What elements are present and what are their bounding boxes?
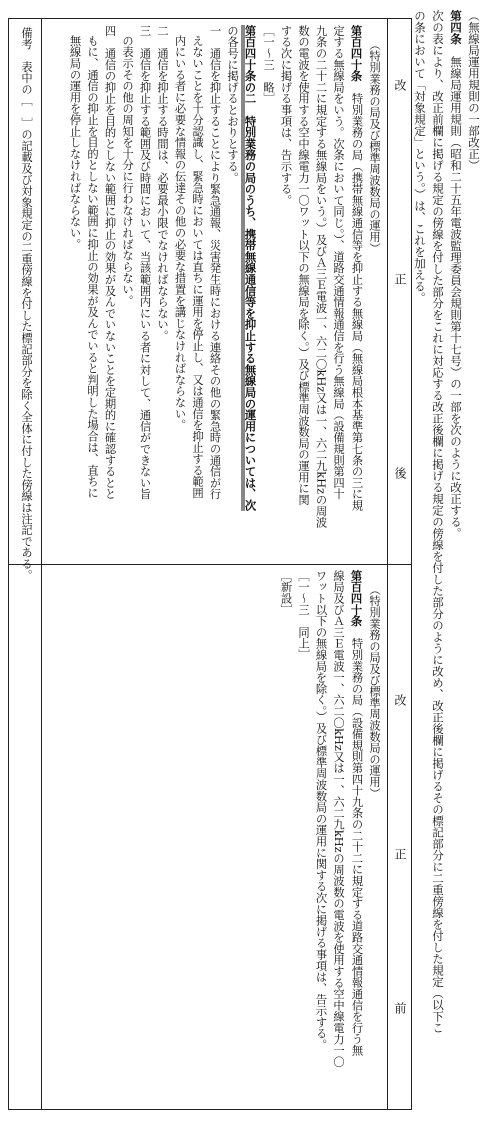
before-line-text: 特別業務の局（設備規則第四十九条の二十二に規定する道路交通情報通信を行う無 — [350, 626, 364, 1056]
article-140-label: 第百四十条 — [349, 25, 364, 82]
before-line — [347, 570, 366, 1100]
after-line: 定する無線局をいう。次条において同じ。）、道路交通情報通信を行う無線局（設備規則第四十 — [332, 25, 345, 500]
after-header-char: 改 — [393, 79, 407, 91]
after-line: 内にいる者に必要な情報の伝達その他の必要な措置を講じなければならない。 — [173, 35, 187, 431]
after-line: 第百四十条の二 特別業務の局のうち、携帯無線通信等を抑止する無線局の運用については、次 — [243, 25, 258, 511]
before-header — [387, 694, 409, 1014]
intro-line-3: の条において「対象規定」という。）は、これを加える。 — [413, 10, 427, 304]
after-line: 三 通信を抑止する範囲及び時間において、当該範囲内にいる者に対して、通信ができない旨 — [138, 25, 152, 500]
after-line: 数の電波を使用する空中線電力一〇ワット以下の無線局を除く。）及び標準周波数局の運用に関 — [297, 25, 310, 506]
after-section — [41, 19, 411, 564]
after-line: 一 通信を抑止することにより緊急通報、災害発生時における連絡その他の緊急時の通信が行 — [208, 25, 222, 500]
before-header-char: 正 — [393, 848, 407, 860]
after-line: えないことを十分認識し、緊急時においては直ちに運用を停止し、又は通信を抑止する範囲 — [191, 35, 204, 499]
comparison-table — [8, 18, 412, 1110]
table-note: 備考 表中の［ ］の記載及び対象規定の二重傍線を付した標記部分を除く全体に付した傍線は注記である。 — [20, 27, 33, 581]
before-line: ［一～三 同上］ — [297, 570, 310, 661]
after-line: 無線局の運用を停止しなければならない。 — [68, 35, 82, 250]
after-line — [347, 25, 366, 555]
after-header-char: 正 — [393, 273, 407, 285]
after-line: もに、通信の抑止を目的としない範囲に抑止の効果が及んでいると判明した場合は、直ちに — [86, 35, 99, 499]
after-line: の表示その他の周知を十分に行わなければならない。 — [121, 35, 134, 307]
amendment-intro — [411, 10, 483, 1120]
after-line: 九条の二十二に規定する無線局をいう。）及びＡ三Ｅ電波一、六二〇kHz又は一、六二九kHzの周波 — [314, 25, 328, 528]
article-140-label-old: 第百四十条 — [349, 570, 364, 627]
note-column — [9, 19, 41, 1109]
after-header-char: 後 — [393, 467, 407, 479]
before-line: （特別業務の局及び標準周波数局の運用） — [368, 584, 381, 799]
before-line: 線局及びＡ三Ｅ電波一、六二〇kHz又は一、六二九kHzの周波数の電波を使用する空中線電力一〇 — [332, 570, 345, 1068]
before-header-char: 前 — [393, 1002, 407, 1014]
before-line: ［新設］ — [279, 570, 293, 616]
before-body — [277, 570, 383, 1100]
intro-line-1 — [447, 10, 465, 1120]
before-section — [41, 564, 411, 1109]
intro-line-2: 次の表により、改正前欄に掲げる規定の傍線を付した部分をこれに対応する改正後欄に掲げる規定の傍線を付した部分のように改め、改正後欄に掲げるその標記部分に二重傍線を付した規定（以下こ — [431, 10, 445, 1034]
after-line: する次に掲げる事項は、告示する。 — [279, 25, 293, 206]
after-body — [66, 25, 383, 555]
after-line: （特別業務の局及び標準周波数局の運用） — [368, 39, 381, 254]
article-label: 第四条 — [449, 10, 463, 45]
before-header-char: 改 — [393, 694, 407, 706]
after-line: 二 通信を抑止する時間は、必要最小限でなければならない。 — [156, 25, 169, 342]
after-line: の各号に掲げるとおりとする。 — [226, 25, 239, 184]
before-line: ワット以下の無線局を除く。）及び標準周波数局の運用に関する次に掲げる事項は、告示する。 — [314, 570, 328, 1051]
after-line: ［一～三 略］ — [262, 25, 275, 105]
after-line: 四 通信の抑止を目的としない範囲に抑止の効果が及んでいないことを定期的に確認するとと — [103, 25, 117, 500]
intro-line-1-text: 無線局運用規則（昭和二十五年電波監理委員会規則第十七号）の一部を次のように改正する。 — [449, 56, 463, 539]
intro-title: （無線局運用規則の一部改正） — [467, 10, 481, 171]
after-header — [387, 79, 409, 479]
after-line-text: 特別業務の局（携帯無線通信等を抑止する無線局（無線局根本基準第七条の三に規 — [350, 81, 364, 511]
